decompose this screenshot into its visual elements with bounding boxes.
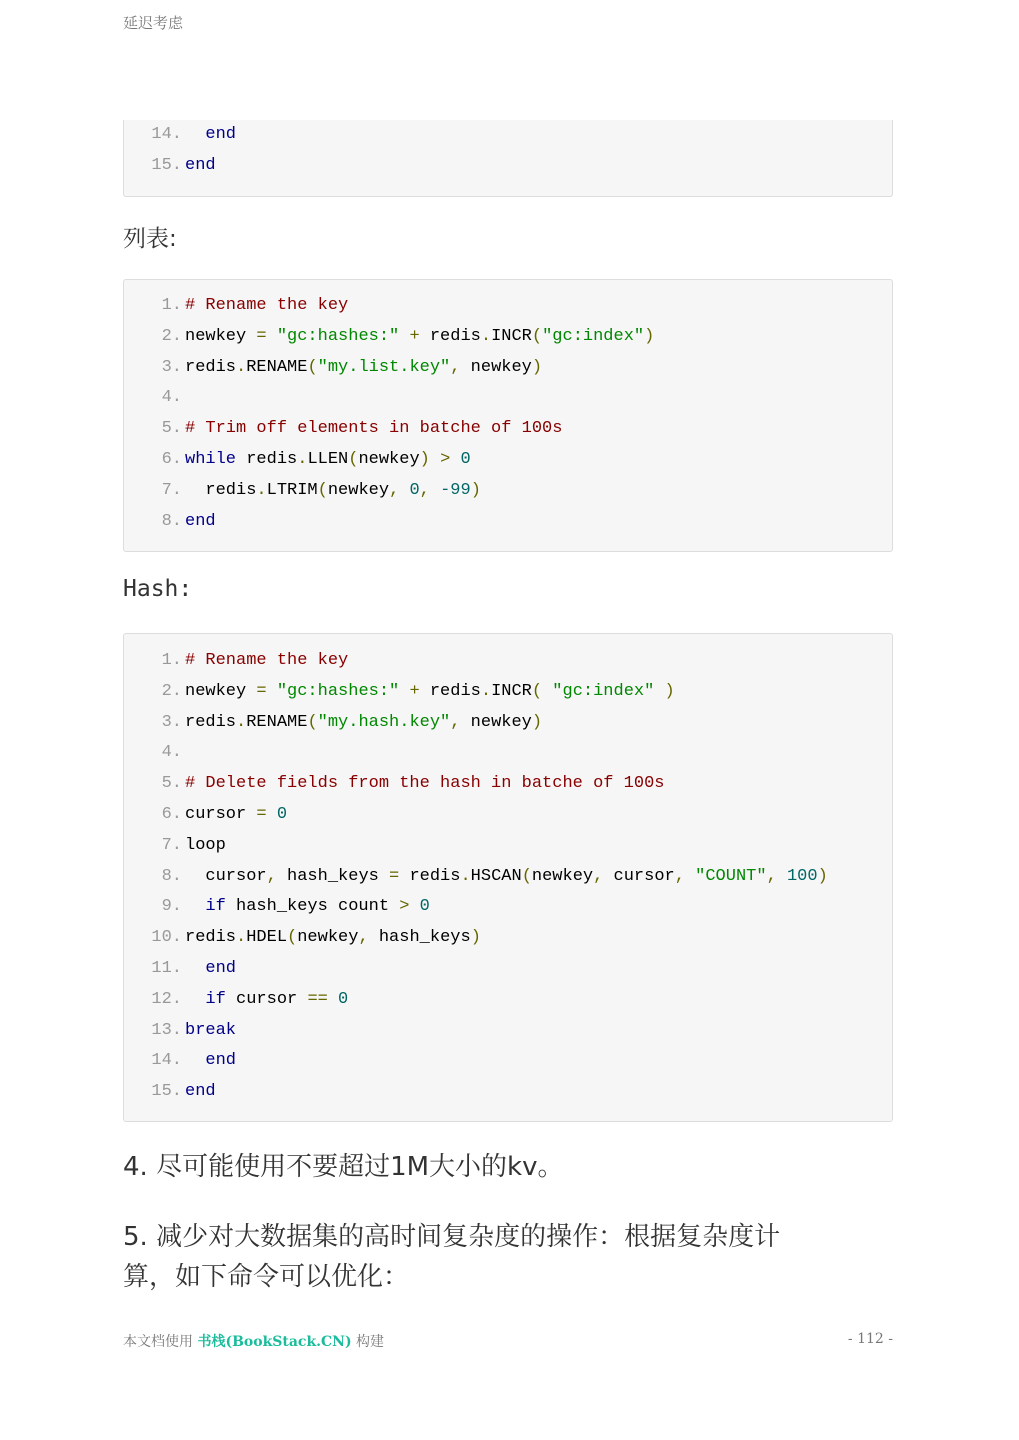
code-line <box>124 383 892 413</box>
footer-prefix: 本文档使用 <box>123 1334 198 1350</box>
code-text: if hash_keys count > 0 <box>205 897 430 917</box>
code-line <box>124 738 892 768</box>
code-line <box>124 769 892 799</box>
code-line <box>124 862 892 892</box>
line-number: 6. <box>161 450 182 469</box>
line-number: 8. <box>161 511 182 531</box>
code-text: # Rename the key <box>185 296 349 315</box>
code-text: redis.RENAME("my.hash.key", newkey) <box>185 712 543 732</box>
code-block-tail <box>123 120 893 197</box>
heading-item-5 <box>123 1217 883 1297</box>
code-text: redis.RENAME("my.list.key", newkey) <box>185 357 543 377</box>
code-line <box>124 322 892 352</box>
code-line <box>124 985 892 1015</box>
line-number: 5. <box>161 419 182 439</box>
code-line <box>124 476 892 506</box>
line-number: 14. <box>151 1051 182 1071</box>
code-line <box>124 677 892 707</box>
code-line <box>124 923 892 953</box>
line-number: 7. <box>161 480 182 500</box>
code-line <box>124 831 892 861</box>
code-line <box>124 445 892 475</box>
code-text: redis.HDEL(newkey, hash_keys) <box>185 928 481 948</box>
code-text: # Delete fields from the hash in batche of 100s <box>185 774 665 794</box>
footer-suffix: 构建 <box>351 1334 385 1350</box>
code-text: redis.LTRIM(newkey, 0, -99) <box>185 480 481 500</box>
line-number: 4. <box>161 743 182 763</box>
code-text: end <box>205 1051 237 1071</box>
code-line <box>124 1077 892 1107</box>
line-number: 14. <box>151 125 182 144</box>
line-number: 8. <box>161 866 182 886</box>
line-number: 12. <box>151 989 182 1009</box>
code-text: # Rename the key <box>185 651 349 670</box>
code-text: loop <box>185 835 226 855</box>
code-text: end <box>185 511 216 531</box>
heading-item-4: 4. 尽可能使用不要超过1M大小的kv。 <box>123 1152 564 1182</box>
code-line <box>124 892 892 922</box>
code-block-hash <box>123 633 893 1122</box>
code-text: end <box>205 125 237 144</box>
section-label-hash: Hash: <box>123 576 193 602</box>
code-line <box>124 414 892 444</box>
heading-item-5-line-1: 5. 减少对大数据集的高时间复杂度的操作：根据复杂度计 <box>123 1222 781 1252</box>
code-text: cursor, hash_keys = redis.HSCAN(newkey, cursor, "COUNT", 100) <box>185 866 828 886</box>
code-line <box>124 291 892 321</box>
code-text: end <box>185 1082 216 1102</box>
code-text: cursor = 0 <box>185 805 288 824</box>
line-number: 4. <box>161 388 182 408</box>
line-number: 2. <box>161 326 182 346</box>
code-line <box>124 1046 892 1076</box>
section-label-list: 列表: <box>123 226 177 252</box>
heading-item-5-line-2: 算，如下命令可以优化： <box>123 1262 410 1292</box>
footer-brand-link[interactable]: 书栈(BookStack.CN) <box>197 1334 352 1350</box>
line-number: 13. <box>151 1020 182 1040</box>
code-line <box>124 353 892 383</box>
code-text: # Trim off elements in batche of 100s <box>185 419 563 439</box>
line-number: 15. <box>151 156 182 175</box>
line-number: 2. <box>161 681 182 701</box>
line-number: 6. <box>161 805 182 824</box>
code-text: break <box>185 1020 237 1040</box>
code-text: if cursor == 0 <box>205 989 349 1009</box>
line-number: 11. <box>151 959 182 978</box>
line-number: 3. <box>161 712 182 732</box>
line-number: 1. <box>161 296 182 315</box>
line-number: 10. <box>151 928 182 948</box>
code-line <box>124 800 892 830</box>
line-number: 15. <box>151 1082 182 1102</box>
code-line <box>124 1016 892 1046</box>
code-line <box>124 151 892 181</box>
page-number: - 112 - <box>847 1331 893 1347</box>
code-text: end <box>205 959 237 978</box>
code-line <box>124 708 892 738</box>
code-line <box>124 507 892 537</box>
running-header: 延迟考虑 <box>123 14 184 32</box>
line-number: 9. <box>161 897 182 917</box>
code-line <box>124 646 892 676</box>
code-text: newkey = "gc:hashes:" + redis.INCR("gc:index") <box>185 326 655 346</box>
line-number: 3. <box>161 357 182 377</box>
line-number: 5. <box>161 774 182 794</box>
code-text: end <box>185 156 216 175</box>
code-text: newkey = "gc:hashes:" + redis.INCR( "gc:index" ) <box>185 681 675 701</box>
code-line <box>124 954 892 984</box>
code-line <box>124 120 892 150</box>
code-text: while redis.LLEN(newkey) > 0 <box>185 450 471 469</box>
code-block-list <box>123 279 893 552</box>
line-number: 7. <box>161 835 182 855</box>
line-number: 1. <box>161 651 182 670</box>
footer-credit <box>123 1331 384 1351</box>
